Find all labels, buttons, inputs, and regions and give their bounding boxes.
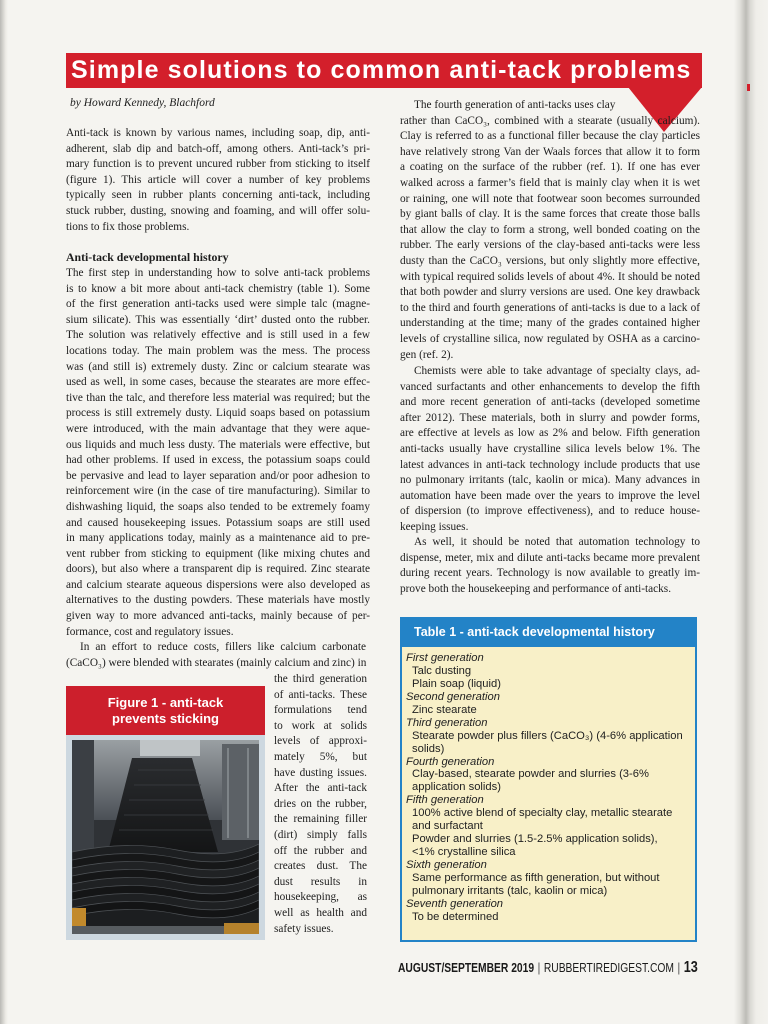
text-line: the remaining filler (274, 813, 367, 826)
text-line: have relatively strong Van der Waals forces that allow it to form (400, 145, 700, 158)
text-line: mately 5%, but (274, 750, 367, 763)
text-line: and calcium stearate aqueous dispersions were also developed as (66, 578, 370, 591)
text-line: safety issues. (274, 922, 334, 935)
text-line: alternatives to the dusting powders. These materials have mostly (66, 594, 370, 607)
fifth-generation-paragraph (400, 364, 700, 536)
table-item-line: Clay-based, stearate powder and slurries (3-6% (412, 768, 649, 781)
fillers-paragraph-wide (66, 640, 366, 671)
skylight (140, 740, 200, 756)
text-line: The fourth generation of anti-tacks uses clay (414, 99, 616, 111)
table-item-line: Stearate powder plus fillers (CaCO₃) (4-6% application (412, 729, 683, 742)
text-line: is to know a bit more about anti-tack chemistry (table 1). Some (66, 282, 370, 295)
section-heading: Anti-tack developmental history (66, 250, 229, 264)
machine-pillar (72, 740, 94, 865)
text-line: doors), but also where a transparent dip is required. Zinc stearate (66, 563, 370, 576)
text-line: Chemists were able to take advantage of specialty clays, ad- (414, 365, 700, 377)
footer-issue: AUGUST/SEPTEMBER 2019 (398, 960, 535, 975)
text-line: after 2012). These materials, both in slurry and powder forms, (400, 411, 700, 424)
table-generation-label: Sixth generation (406, 859, 487, 871)
fourth-generation-paragraph (400, 98, 700, 363)
text-line: housekeeping, as (274, 891, 367, 904)
text-line: vent rubber from sticking to equipment (like mixing chutes and (66, 547, 370, 560)
table-item-line: Talc dusting (412, 664, 472, 677)
footer-site: RUBBERTIREDIGEST.COM (543, 960, 675, 975)
history-paragraph (66, 266, 370, 640)
text-line: were introduced, with the main advantage that they were aque- (66, 422, 370, 435)
text-line: gen (ref. 2). (400, 348, 454, 361)
text-line: the third generation (274, 673, 367, 685)
text-line: used as well, in some cases, because the stearates are more effec- (66, 376, 370, 389)
table-1-rows (406, 652, 690, 924)
text-line: in many applications today, mainly as a maintenance aid to pre- (66, 532, 370, 545)
text-line: ous liquids and much less dusty. The materials were effective, but (66, 438, 370, 451)
text-line: levels of approxi- (274, 735, 367, 748)
table-item-line: and surfactant (412, 820, 483, 833)
text-line: are effective at levels as low as 2% and below. Fifth generation (400, 427, 700, 440)
text-line: rather than CaCO₃, combined with a stearate (usually calcium). (400, 114, 700, 127)
table-generation-label: First generation (406, 652, 484, 664)
slab-stack (72, 844, 259, 934)
text-line: to the third and fourth generations of anti-tacks is due to a lack of (400, 301, 700, 314)
text-line: formance, cost and regulatory issues. (66, 625, 234, 638)
table-item-line: application solids) (412, 781, 501, 794)
text-line: (dirt) simply falls (274, 828, 367, 841)
text-line: dries on the rubber, (274, 797, 367, 810)
text-line: vanced surfactants and other enhancements to develop the fifth (400, 380, 700, 393)
table-generation-label: Second generation (406, 690, 500, 703)
table-item-line: solids) (412, 742, 445, 755)
text-line: a coating on the surface of the rubber (ref. 1). If one has ever (400, 161, 700, 174)
text-line: After the anti-tack (274, 782, 367, 795)
text-line: Clay is referred to as a functional filler because the clay particles (400, 130, 700, 143)
text-line: keeping issues. (400, 520, 469, 533)
table-1-header (400, 617, 697, 647)
text-line: off the rubber and (274, 844, 367, 857)
page-footer (398, 959, 698, 977)
text-line: given way to more advanced anti-tacks, mainly because of per- (66, 610, 370, 623)
text-line: typically seen in rubber plants concerning anti-tack, including (66, 189, 370, 202)
text-line: to work at solids (274, 719, 367, 732)
text-line: and more recent generation of anti-tacks (developed sometime (400, 396, 700, 409)
table-title: Table 1 - anti-tack developmental history (414, 625, 655, 639)
text-line: well as health and (274, 906, 367, 919)
intro-paragraph (66, 126, 370, 235)
text-line: tions to fix those problems. (66, 220, 190, 233)
text-line: mary function is to prevent uncured rubber from sticking to itself (66, 158, 370, 171)
table-item-line: Plain soap (liquid) (412, 677, 501, 690)
text-line: that allow the clay to form a strong, well bonded coating on the (400, 223, 700, 236)
text-line: had other problems. If used in excess, the potassium soaps could (66, 454, 370, 467)
text-line: and caused housekeeping issues. Potassium soaps are still used (66, 516, 370, 529)
table-generation-label: Seventh generation (406, 897, 504, 910)
table-item-line: 100% active blend of specialty clay, metallic stearate (412, 807, 673, 820)
text-line: understanding at the time; many of the grades contained higher (400, 317, 700, 330)
text-line: of the first generation anti-tacks used were simple talc (magne- (66, 298, 370, 311)
table-generation-label: Third generation (406, 716, 488, 729)
article-title: Simple solutions to common anti-tack problems (71, 56, 692, 84)
text-line: In an effort to reduce costs, fillers like calcium carbonate (80, 641, 366, 653)
footer-separator: | (537, 960, 541, 975)
text-line: (figure 1). This article will cover a number of key problems (66, 173, 370, 186)
text-line: latest advances in anti-tack technology include products that use (400, 458, 700, 471)
table-item-line: <1% crystalline silica (412, 846, 516, 859)
page-edge-left (0, 0, 8, 1024)
text-line: no pulmonary irritants (talc, kaolin or mica). Many advances in (400, 474, 700, 487)
text-line: anti-tacks usually have crystalline silica levels below 1%. The (400, 442, 700, 455)
page-edge-right (734, 0, 768, 1024)
text-line: dispense, meter, mix and dilute anti-tacks became more prevalent (400, 551, 700, 564)
figure-caption (66, 686, 265, 735)
text-line: prove both the housekeeping and performance of anti-tacks. (400, 582, 672, 595)
text-line: dust results in (274, 875, 367, 888)
table-item-line: To be determined (412, 910, 499, 923)
adjacent-page-mark (747, 84, 750, 91)
footer-separator: | (677, 960, 681, 975)
text-line: be pervasive and lead to layer separation and/or poor adhesion to (66, 469, 370, 482)
text-line: The solution was relatively effective and is still used in a few (66, 329, 370, 342)
text-line: creates dust. The (274, 860, 367, 873)
text-line: formulations tend (274, 704, 367, 717)
figure-1 (66, 686, 265, 940)
text-line: stuck rubber, dusting, snowing and foaming, and will offer solu- (66, 204, 370, 217)
text-line: process is still extremely dusty. Liquid soaps based on potassium (66, 407, 370, 420)
text-line: during recent years. Technology is now available to greatly im- (400, 567, 700, 580)
text-line: have dusting issues. (274, 766, 367, 779)
table-generation-label: Fourth generation (406, 755, 495, 768)
rubber-stack-photo (72, 740, 259, 934)
figure-caption-line: Figure 1 - anti-tack (107, 695, 224, 710)
text-line: adherent, slab dip and batch-off, among others. Anti-tack’s pri- (66, 142, 370, 155)
table-generation-label: Fifth generation (406, 794, 484, 807)
text-line: As well, it should be noted that automation technology to (414, 536, 700, 548)
text-line: or raining, one will note that footwear soon becomes surrounded (400, 192, 700, 205)
byline: by Howard Kennedy, Blachford (70, 97, 215, 109)
text-line: reinforcement wire (in the case of tire manufacturing). Similar to (66, 485, 370, 498)
table-item-line: pulmonary irritants (talc, kaolin or mica) (412, 884, 608, 897)
text-line: was (and still is) extremely dusty. Zinc or calcium stearate was (66, 360, 370, 373)
text-line: (CaCO₃) were blended with stearates (mainly calcium and zinc) in (66, 656, 367, 669)
text-line: that both powder and slurry versions are used. One key drawback (400, 286, 700, 299)
text-line: rubber. The early versions of the clay-based anti-tacks were less (400, 239, 700, 252)
text-line: of anti-tacks. These (274, 688, 367, 701)
text-line: The first step in understanding how to solve anti-tack problems (66, 267, 370, 279)
figure-caption-line: prevents sticking (112, 711, 219, 726)
yellow-machine-part (224, 923, 259, 934)
text-line: automation have been made over the years to improve the level (400, 489, 700, 502)
text-line: walked across a farmer’s field that is mainly clay when it is wet (400, 176, 700, 189)
title-banner (66, 53, 702, 88)
text-line: tive than the talc, and therefore less material was required; but the (66, 391, 370, 404)
text-line: sium silicate). This was essentially ‘dirt’ dusted onto the rubber. (66, 313, 370, 326)
automation-paragraph (400, 535, 700, 597)
table-item-line: Powder and slurries (1.5-2.5% application solids), (412, 833, 658, 846)
text-line: levels of crystalline silica, now regulated by OSHA as a carcino- (400, 332, 700, 345)
text-line: with typical required solids levels of about 4%. It should be noted (400, 270, 700, 283)
text-line: dishwashing liquid, the soaps also tended to be extremely foamy (66, 500, 370, 513)
text-line: of dispersion (to improve effectiveness), and to reduce house- (400, 505, 700, 518)
fillers-paragraph-narrow (274, 672, 367, 937)
table-item-line: Zinc stearate (412, 703, 477, 716)
page-number: 13 (683, 959, 698, 976)
text-line: dusty than the CaCO₃ versions, but only slightly more effective, (400, 254, 700, 267)
text-line: locations today. The main problem was the mess. The process (66, 344, 370, 357)
text-line: Anti-tack is known by various names, including soap, dip, anti- (66, 127, 370, 139)
text-line: by giant balls of clay. It is the same forces that create those balls (400, 208, 700, 221)
table-item-line: Same performance as fifth generation, but without (412, 871, 660, 884)
